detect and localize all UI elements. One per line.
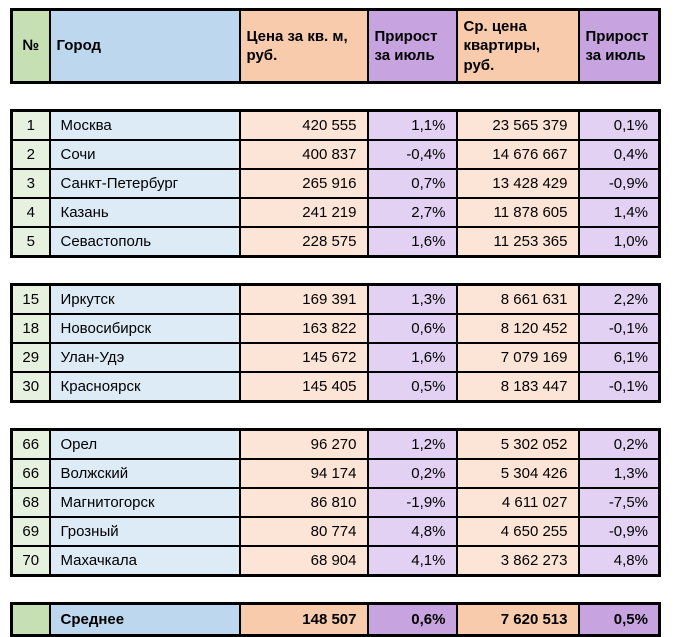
rank-cell: 66 bbox=[12, 430, 50, 460]
city-cell: Махачкала bbox=[50, 546, 240, 576]
growth-july-cell: 1,1% bbox=[368, 111, 457, 141]
table-row bbox=[12, 111, 660, 141]
avg-price-cell: 13 428 429 bbox=[457, 169, 579, 198]
rank-cell: 5 bbox=[12, 227, 50, 257]
avg-price-cell: 5 304 426 bbox=[457, 459, 579, 488]
avg-price-cell: 5 302 052 bbox=[457, 430, 579, 460]
growth-july-cell: 0,7% bbox=[368, 169, 457, 198]
header-cell-avg-growth: Прирост за июль bbox=[579, 10, 660, 83]
table-row bbox=[12, 517, 660, 546]
growth-july-cell: 1,2% bbox=[368, 430, 457, 460]
growth-july-cell: -1,9% bbox=[368, 488, 457, 517]
city-group-table bbox=[10, 109, 661, 258]
city-cell: Сочи bbox=[50, 140, 240, 169]
price-sqm-cell: 163 822 bbox=[240, 314, 368, 343]
rank-cell: 1 bbox=[12, 111, 50, 141]
price-sqm-cell: 94 174 bbox=[240, 459, 368, 488]
growth-july-cell: 2,7% bbox=[368, 198, 457, 227]
table-row bbox=[12, 343, 660, 372]
summary-price-sqm-cell: 148 507 bbox=[240, 604, 368, 636]
header-cell-growth-july: Прирост за июль bbox=[368, 10, 457, 83]
growth-july-cell: 1,3% bbox=[368, 285, 457, 315]
avg-growth-july-cell: 2,2% bbox=[579, 285, 660, 315]
avg-growth-july-cell: -0,1% bbox=[579, 372, 660, 402]
header-cell-city: Город bbox=[50, 10, 240, 83]
avg-growth-july-cell: -7,5% bbox=[579, 488, 660, 517]
rank-cell: 29 bbox=[12, 343, 50, 372]
rank-cell: 70 bbox=[12, 546, 50, 576]
price-sqm-cell: 145 405 bbox=[240, 372, 368, 402]
avg-price-cell: 4 611 027 bbox=[457, 488, 579, 517]
growth-july-cell: 4,8% bbox=[368, 517, 457, 546]
table-row bbox=[12, 140, 660, 169]
avg-price-cell: 8 120 452 bbox=[457, 314, 579, 343]
table-body-groups bbox=[10, 109, 676, 577]
city-cell: Волжский bbox=[50, 459, 240, 488]
rank-cell: 15 bbox=[12, 285, 50, 315]
avg-growth-july-cell: 0,2% bbox=[579, 430, 660, 460]
growth-july-cell: 1,6% bbox=[368, 343, 457, 372]
table-row bbox=[12, 488, 660, 517]
table-row bbox=[12, 459, 660, 488]
table-row bbox=[12, 169, 660, 198]
price-sqm-cell: 96 270 bbox=[240, 430, 368, 460]
price-sqm-cell: 80 774 bbox=[240, 517, 368, 546]
header-cell-avg-price: Ср. цена квартиры, руб. bbox=[457, 10, 579, 83]
rank-cell: 30 bbox=[12, 372, 50, 402]
city-cell: Иркутск bbox=[50, 285, 240, 315]
city-cell: Москва bbox=[50, 111, 240, 141]
city-cell: Санкт-Петербург bbox=[50, 169, 240, 198]
city-cell: Новосибирск bbox=[50, 314, 240, 343]
avg-growth-july-cell: -0,1% bbox=[579, 314, 660, 343]
avg-growth-july-cell: -0,9% bbox=[579, 517, 660, 546]
avg-growth-july-cell: 4,8% bbox=[579, 546, 660, 576]
avg-price-cell: 8 183 447 bbox=[457, 372, 579, 402]
city-cell: Магнитогорск bbox=[50, 488, 240, 517]
avg-growth-july-cell: 1,4% bbox=[579, 198, 660, 227]
rank-cell: 4 bbox=[12, 198, 50, 227]
avg-price-cell: 8 661 631 bbox=[457, 285, 579, 315]
table-row bbox=[12, 546, 660, 576]
summary-avg-growth-cell: 0,5% bbox=[579, 604, 660, 636]
city-cell: Грозный bbox=[50, 517, 240, 546]
price-sqm-cell: 265 916 bbox=[240, 169, 368, 198]
growth-july-cell: 4,1% bbox=[368, 546, 457, 576]
table-header bbox=[10, 8, 661, 84]
price-sqm-cell: 86 810 bbox=[240, 488, 368, 517]
price-sqm-cell: 68 904 bbox=[240, 546, 368, 576]
avg-growth-july-cell: 0,4% bbox=[579, 140, 660, 169]
avg-price-cell: 11 878 605 bbox=[457, 198, 579, 227]
avg-price-cell: 4 650 255 bbox=[457, 517, 579, 546]
table-row bbox=[12, 314, 660, 343]
rank-cell: 68 bbox=[12, 488, 50, 517]
rank-cell: 66 bbox=[12, 459, 50, 488]
price-sqm-cell: 400 837 bbox=[240, 140, 368, 169]
growth-july-cell: -0,4% bbox=[368, 140, 457, 169]
avg-price-cell: 11 253 365 bbox=[457, 227, 579, 257]
table-row bbox=[12, 430, 660, 460]
header-cell-rank: № bbox=[12, 10, 50, 83]
city-cell: Улан-Удэ bbox=[50, 343, 240, 372]
avg-price-cell: 7 079 169 bbox=[457, 343, 579, 372]
avg-growth-july-cell: 1,0% bbox=[579, 227, 660, 257]
summary-table bbox=[10, 602, 661, 637]
price-sqm-cell: 228 575 bbox=[240, 227, 368, 257]
rank-cell: 18 bbox=[12, 314, 50, 343]
price-sqm-cell: 169 391 bbox=[240, 285, 368, 315]
header-cell-price-sqm: Цена за кв. м, руб. bbox=[240, 10, 368, 83]
price-sqm-cell: 420 555 bbox=[240, 111, 368, 141]
price-sqm-cell: 241 219 bbox=[240, 198, 368, 227]
city-cell: Севастополь bbox=[50, 227, 240, 257]
city-cell: Красноярск bbox=[50, 372, 240, 402]
growth-july-cell: 0,2% bbox=[368, 459, 457, 488]
avg-growth-july-cell: 1,3% bbox=[579, 459, 660, 488]
summary-growth-cell: 0,6% bbox=[368, 604, 457, 636]
city-cell: Орел bbox=[50, 430, 240, 460]
rank-cell: 2 bbox=[12, 140, 50, 169]
price-sqm-cell: 145 672 bbox=[240, 343, 368, 372]
growth-july-cell: 0,5% bbox=[368, 372, 457, 402]
summary-rank-cell bbox=[12, 604, 50, 636]
city-group-table bbox=[10, 428, 661, 577]
avg-price-cell: 14 676 667 bbox=[457, 140, 579, 169]
summary-label-cell: Среднее bbox=[50, 604, 240, 636]
growth-july-cell: 1,6% bbox=[368, 227, 457, 257]
avg-growth-july-cell: 0,1% bbox=[579, 111, 660, 141]
summary-row bbox=[12, 604, 660, 636]
header-row bbox=[12, 10, 660, 83]
table-row bbox=[12, 285, 660, 315]
table-row bbox=[12, 372, 660, 402]
table-row bbox=[12, 198, 660, 227]
avg-price-cell: 23 565 379 bbox=[457, 111, 579, 141]
avg-price-cell: 3 862 273 bbox=[457, 546, 579, 576]
city-group-table bbox=[10, 283, 661, 403]
summary-avg-price-cell: 7 620 513 bbox=[457, 604, 579, 636]
table-row bbox=[12, 227, 660, 257]
avg-growth-july-cell: 6,1% bbox=[579, 343, 660, 372]
rank-cell: 69 bbox=[12, 517, 50, 546]
rank-cell: 3 bbox=[12, 169, 50, 198]
city-cell: Казань bbox=[50, 198, 240, 227]
avg-growth-july-cell: -0,9% bbox=[579, 169, 660, 198]
growth-july-cell: 0,6% bbox=[368, 314, 457, 343]
